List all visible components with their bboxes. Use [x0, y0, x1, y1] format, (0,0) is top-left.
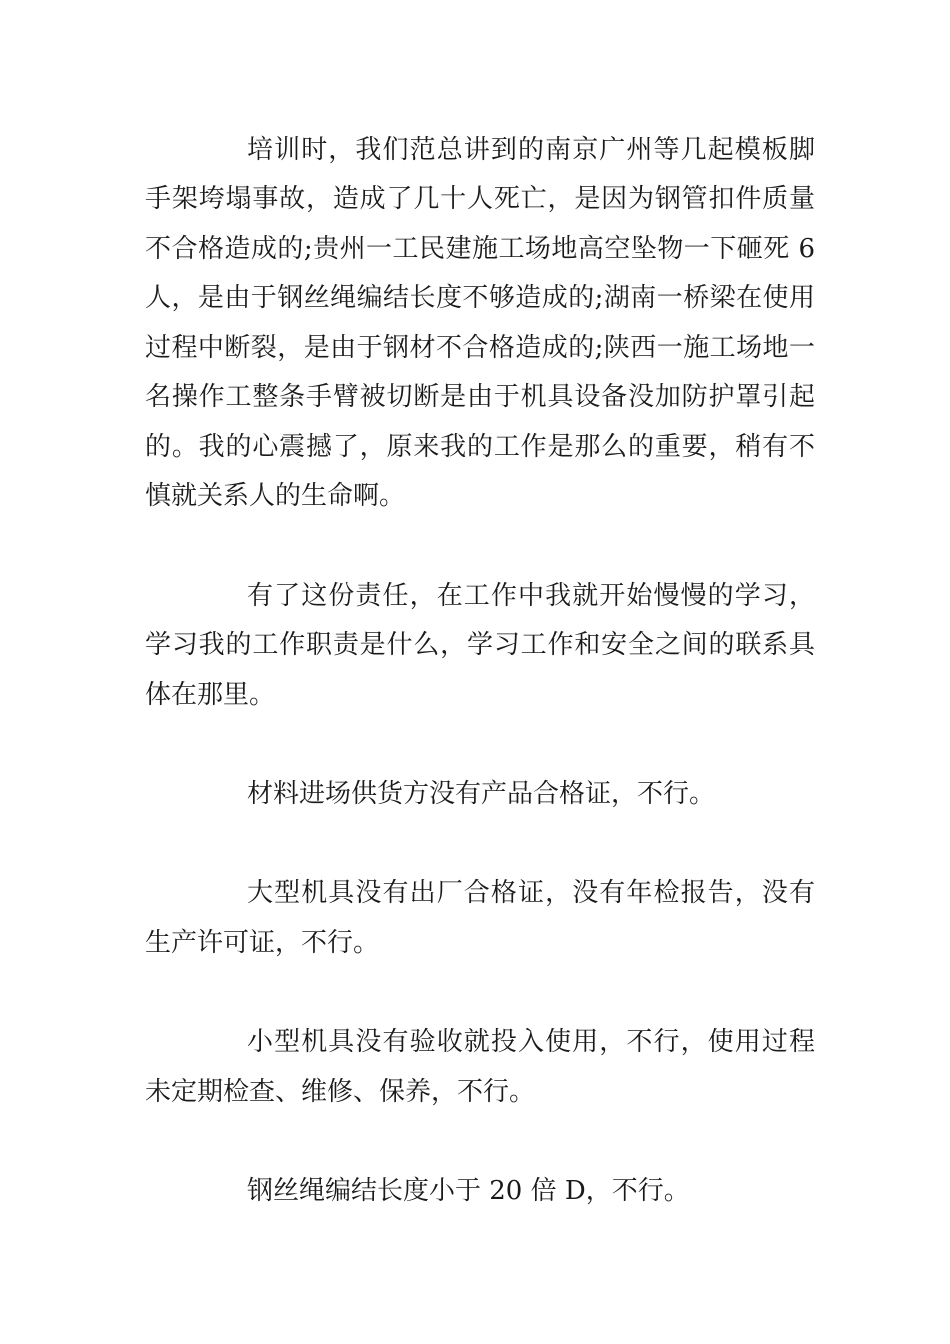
- paragraph-1-line-1: 培训时，我们范总讲到的南京广州等几起模板脚: [247, 135, 815, 165]
- paragraph-1-line-2: 手架垮塌事故，造成了几十人死亡，是因为钢管扣件质量: [145, 184, 815, 214]
- paragraph-2-line-2: 学习我的工作职责是什么，学习工作和安全之间的联系具: [145, 630, 815, 660]
- paragraph-5-line-1: 小型机具没有验收就投入使用，不行，使用过程: [247, 1027, 815, 1057]
- paragraph-1-line-8: 慎就关系人的生命啊。: [145, 481, 406, 511]
- paragraph-2-line-1: 有了这份责任，在工作中我就开始慢慢的学习，: [247, 581, 815, 611]
- paragraph-1-line-4: 人，是由于钢丝绳编结长度不够造成的;湖南一桥梁在使用: [145, 283, 815, 313]
- paragraph-4-line-2: 生产许可证，不行。: [145, 928, 380, 958]
- paragraph-1-line-6: 名操作工整条手臂被切断是由于机具设备没加防护罩引起: [145, 382, 815, 412]
- paragraph-4-line-1: 大型机具没有出厂合格证，没有年检报告，没有: [247, 878, 815, 908]
- paragraph-6-line-1: 钢丝绳编结长度小于 20 倍 D，不行。: [247, 1176, 690, 1206]
- paragraph-1-line-5: 过程中断裂，是由于钢材不合格造成的;陕西一施工场地一: [145, 333, 815, 363]
- paragraph-2-line-3: 体在那里。: [145, 680, 276, 710]
- paragraph-1-line-3: 不合格造成的;贵州一工民建施工场地高空坠物一下砸死 6: [145, 234, 815, 264]
- paragraph-3-line-1: 材料进场供货方没有产品合格证，不行。: [247, 779, 716, 809]
- paragraph-1-line-7: 的。我的心震撼了，原来我的工作是那么的重要，稍有不: [145, 432, 815, 462]
- paragraph-5-line-2: 未定期检查、维修、保养，不行。: [145, 1077, 536, 1107]
